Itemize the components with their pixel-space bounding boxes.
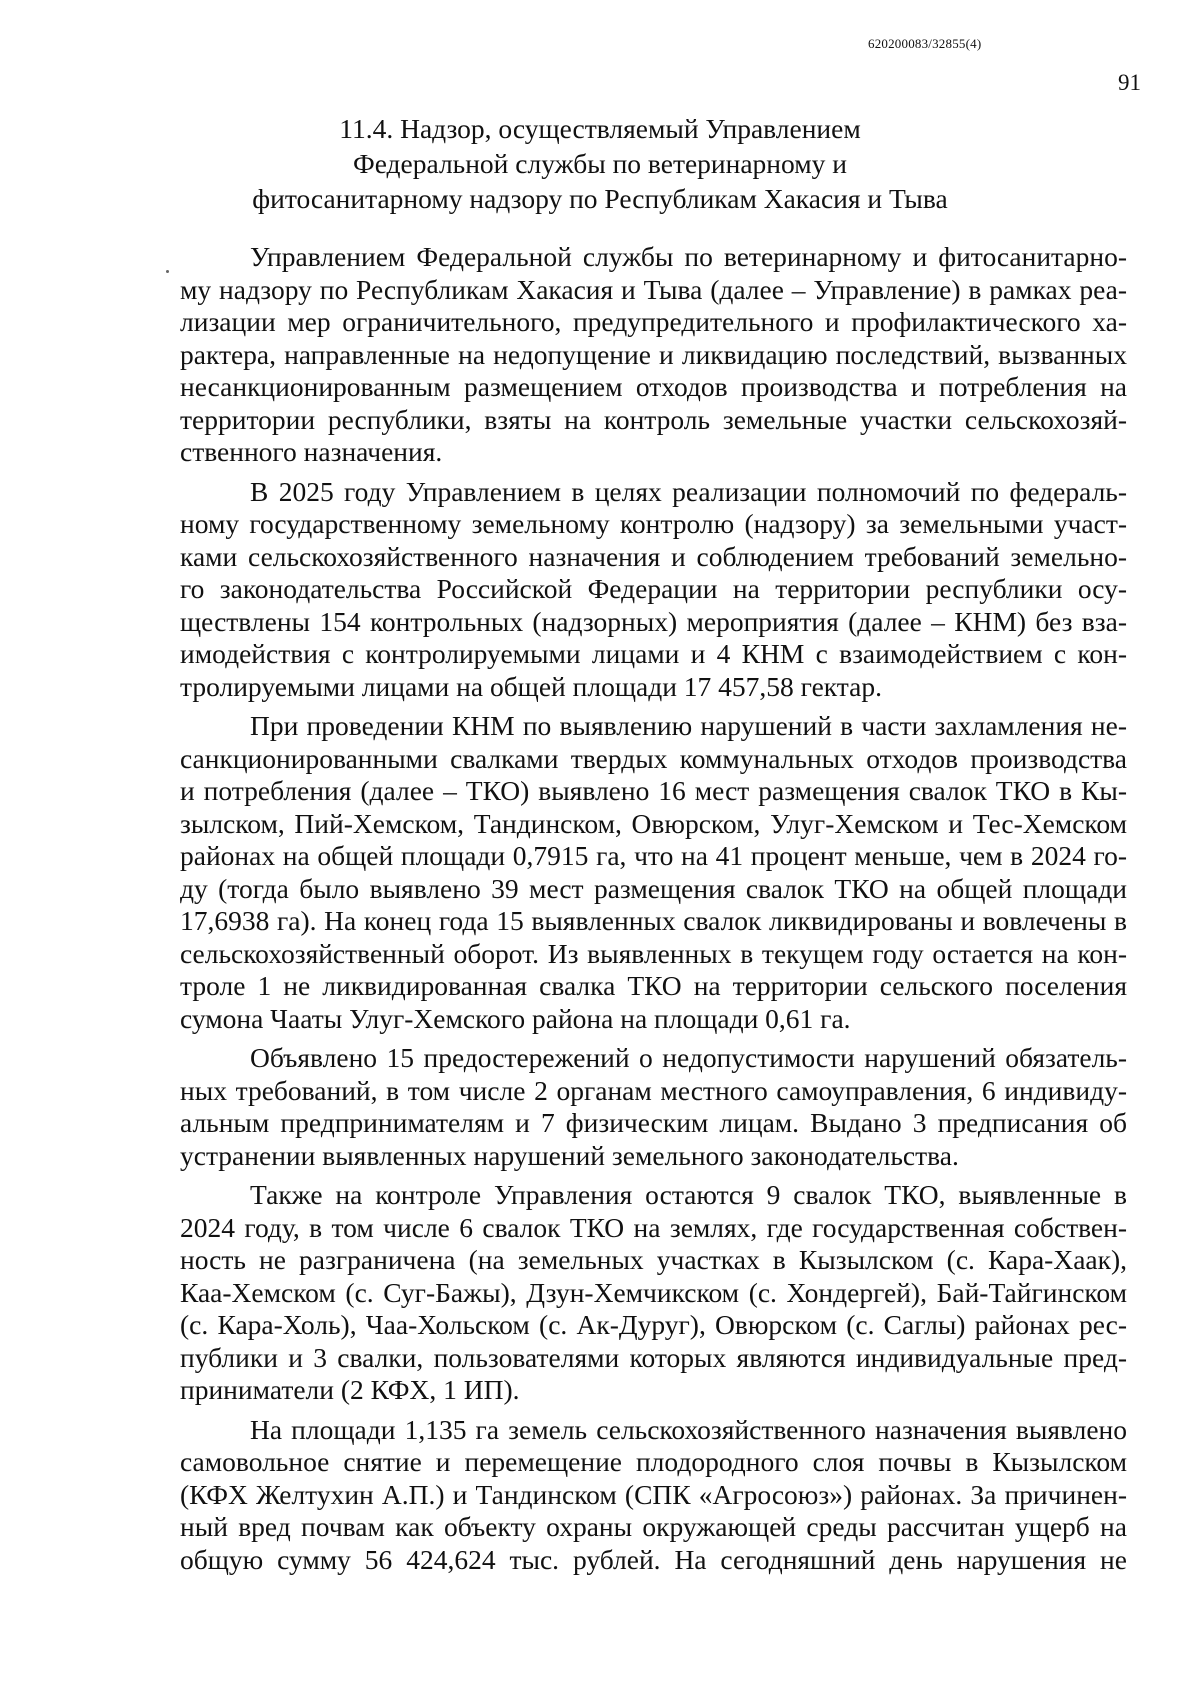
margin-mark [166, 270, 169, 273]
paragraph [180, 710, 1127, 1035]
paragraph-line: устранении выявленных нарушений земельного законодательства. [180, 1139, 959, 1171]
paragraph-line: На площади 1,135 га земель сельскохозяйственного назначения выявлено [250, 1413, 1127, 1445]
paragraph [180, 1179, 1127, 1407]
paragraph-line: При проведении КНМ по выявлению нарушений в части захламления не- [250, 710, 1127, 741]
paragraph-line: Управлением Федеральной службы по ветеринарному и фитосанитарно- [250, 241, 1127, 272]
paragraph-line: В 2025 году Управлением в целях реализации полномочий по федераль- [250, 475, 1127, 507]
document-id: 620200083/32855(4) [868, 36, 982, 51]
heading-line: 11.4. Надзор, осуществляемый Управлением [339, 113, 861, 144]
paragraph-line: ных требований, в том числе 2 органам местного самоуправления, 6 индивиду- [180, 1074, 1127, 1106]
heading-line: фитосанитарному надзору по Республикам Хакасия и Тыва [252, 183, 948, 214]
paragraph-line: го законодательства Российской Федерации на территории республики осу- [180, 573, 1127, 604]
paragraph-line: ками сельскохозяйственного назначения и соблюдением требований земельно- [180, 540, 1127, 572]
paragraph-line: общую сумму 56 424,624 тыс. рублей. На сегодняшний день нарушения не [180, 1543, 1127, 1575]
paragraph-line: 17,6938 га). На конец года 15 выявленных свалок ликвидированы и вовлечены в [180, 905, 1127, 936]
paragraph-line: рактера, направленные на недопущение и ликвидацию последствий, вызванных [180, 338, 1127, 370]
paragraph-line: сумона Чааты Улуг-Хемского района на площади 0,61 га. [180, 1002, 851, 1034]
paragraph-line: ственного назначения. [180, 436, 443, 467]
paragraph-line: приниматели (2 КФХ, 1 ИП). [180, 1374, 520, 1405]
body-text [180, 241, 1127, 1583]
paragraph-line: (КФХ Желтухин А.П.) и Тандинском (СПК «Агросоюз») районах. За причинен- [180, 1478, 1127, 1510]
paragraph-line: Каа-Хемском (с. Суг-Бажы), Дзун-Хемчикском (с. Хондергей), Бай-Тайгинском [180, 1276, 1127, 1308]
paragraph-line: имодействия с контролируемыми лицами и 4 КНМ с взаимодействием с кон- [180, 638, 1127, 669]
paragraph-line: (с. Кара-Холь), Чаа-Хольском (с. Ак-Дуруг), Овюрском (с. Саглы) районах рес- [180, 1309, 1127, 1340]
heading-line: Федеральной службы по ветеринарному и [352, 148, 847, 179]
paragraph-line: сельскохозяйственный оборот. Из выявленных в текущем году остается на кон- [180, 937, 1127, 969]
section-heading [200, 111, 1000, 216]
paragraph-line: 2024 году, в том числе 6 свалок ТКО на землях, где государственная собствен- [180, 1211, 1127, 1243]
page-number: 91 [1118, 70, 1141, 95]
paragraph [180, 241, 1127, 469]
paragraph-line: территории республики, взяты на контроль земельные участки сельскохозяй- [180, 403, 1127, 435]
paragraph-line: санкционированными свалками твердых коммунальных отходов производства [180, 742, 1127, 774]
paragraph-line: му надзору по Республикам Хакасия и Тыва (далее – Управление) в рамках реа- [180, 273, 1127, 305]
paragraph-line: ду (тогда было выявлено 39 мест размещения свалок ТКО на общей площади [180, 872, 1127, 904]
paragraph-line: тролируемыми лицами на общей площади 17 457,58 гектар. [180, 670, 882, 702]
paragraph-line: ность не разграничена (на земельных участках в Кызылском (с. Кара-Хаак), [180, 1244, 1127, 1275]
paragraph-line: публики и 3 свалки, пользователями которых являются индивидуальные пред- [180, 1341, 1127, 1373]
paragraph-line: Объявлено 15 предостережений о недопустимости нарушений обязатель- [250, 1042, 1127, 1073]
paragraph-line: ному государственному земельному контролю (надзору) за земельными участ- [180, 508, 1127, 539]
paragraph [180, 1042, 1127, 1172]
paragraph [180, 476, 1127, 704]
paragraph-line: троле 1 не ликвидированная свалка ТКО на территории сельского поселения [180, 970, 1127, 1001]
paragraph-line: лизации мер ограничительного, предупредительного и профилактического ха- [180, 306, 1127, 337]
paragraph-line: и потребления (далее – ТКО) выявлено 16 мест размещения свалок ТКО в Кы- [180, 775, 1127, 806]
paragraph-line: самовольное снятие и перемещение плодородного слоя почвы в Кызылском [180, 1446, 1127, 1477]
paragraph-line: Также на контроле Управления остаются 9 свалок ТКО, выявленные в [250, 1179, 1127, 1210]
paragraph-line: несанкционированным размещением отходов производства и потребления на [180, 371, 1127, 402]
paragraph-line: районах на общей площади 0,7915 га, что на 41 процент меньше, чем в 2024 го- [180, 840, 1127, 871]
paragraph-line: ный вред почвам как объекту охраны окружающей среды рассчитан ущерб на [180, 1511, 1127, 1542]
paragraph-line: ществлены 154 контрольных (надзорных) мероприятия (далее – КНМ) без вза- [180, 605, 1127, 637]
paragraph-line: альным предпринимателям и 7 физическим лицам. Выдано 3 предписания об [180, 1107, 1127, 1138]
paragraph [180, 1414, 1127, 1577]
paragraph-line: зылском, Пий-Хемском, Тандинском, Овюрском, Улуг-Хемском и Тес-Хемском [180, 807, 1127, 839]
